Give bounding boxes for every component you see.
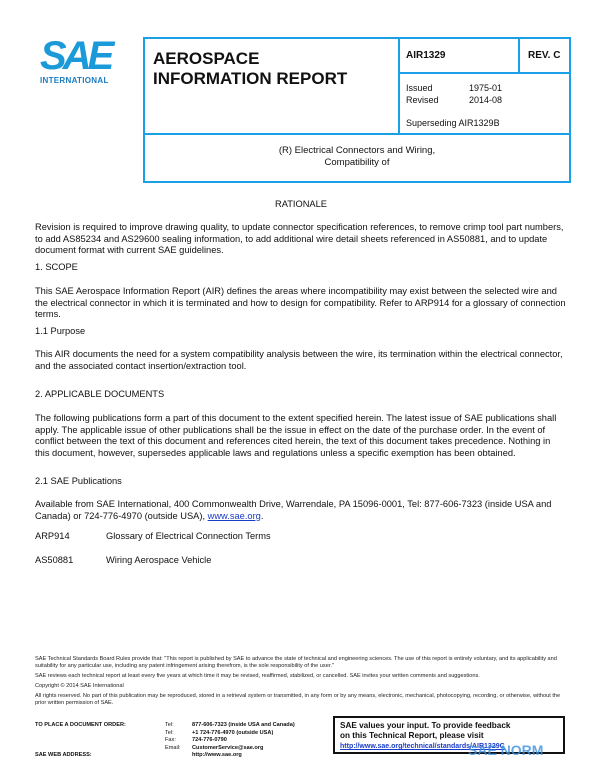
issued-date: 1975-01 xyxy=(469,83,503,93)
footer-notices xyxy=(35,656,567,710)
rationale-heading: RATIONALE xyxy=(274,199,327,209)
footer-copyright: Copyright © 2014 SAE International xyxy=(35,683,124,689)
sae-pubs-body: Available from SAE International, 400 Commonwealth Drive, Warrendale, PA 15096-0001, Tel: 877-606-7323 (inside USA and Canada) or 724-776-4970 (outside USA), xyxy=(35,499,552,521)
dates-cell xyxy=(400,74,569,135)
order-label: TO PLACE A DOCUMENT ORDER: xyxy=(35,722,126,728)
sae-pubs-heading: 2.1 SAE Publications xyxy=(35,476,122,486)
subject-line-2: Compatibility of xyxy=(324,157,390,168)
scope-heading: 1. SCOPE xyxy=(35,262,78,272)
issued-label: Issued xyxy=(406,83,433,93)
order-info xyxy=(35,722,295,760)
purpose-heading: 1.1 Purpose xyxy=(35,326,86,336)
ref-id: AS50881 xyxy=(35,555,74,565)
tel-label: Tel: xyxy=(165,722,174,728)
feedback-line-1: SAE values your input. To provide feedback xyxy=(340,721,511,730)
period: . xyxy=(260,510,264,521)
revised-label: Revised xyxy=(406,95,439,105)
footer-rules: SAE Technical Standards Board Rules provide that: "This report is published by SAE to advance the state of technical and engineering sciences. The use of this report is entirely voluntary, and its applicability and suitability for any particular use, including any patent infringement arising therefrom, is the sole responsibility of the user." xyxy=(35,656,557,669)
tel-2: +1 724-776-4970 (outside USA) xyxy=(192,729,274,736)
web-address: http://www.sae.org xyxy=(192,752,242,758)
revision: REV. C xyxy=(520,39,569,74)
footer-review: SAE reviews each technical report at least every five years at which time it may be revised, reaffirmed, stabilized, or cancelled. SAE invites your written comments and suggestions. xyxy=(35,673,480,679)
ref-title: Wiring Aerospace Vehicle xyxy=(106,555,212,565)
title-line-1: AEROSPACE xyxy=(153,49,260,68)
sae-pubs-text xyxy=(35,499,567,522)
logo-mark: SAE xyxy=(40,34,111,78)
title-line-2: INFORMATION REPORT xyxy=(153,69,348,88)
doc-number: AIR1329 xyxy=(400,39,520,74)
fax-label: Fax: xyxy=(165,737,176,743)
footer-rights: All rights reserved. No part of this publication may be reproduced, stored in a retrieval system or transmitted, in any form or by any means, electronic, mechanical, photocopying, recording, or otherwise, without the prior written permission of SAE. xyxy=(35,693,561,706)
email: CustomerService@sae.org xyxy=(192,744,264,751)
sae-website-link[interactable]: www.sae.org xyxy=(207,510,261,521)
fax: 724-776-0790 xyxy=(192,737,227,743)
ref-title: Glossary of Electrical Connection Terms xyxy=(106,531,271,541)
reference-row xyxy=(35,555,567,567)
web-label: SAE WEB ADDRESS: xyxy=(35,752,92,758)
scope-text: This SAE Aerospace Information Report (AIR) defines the areas where incompatibility may exist between the selected wire and the electrical connector in which it is terminated and how to design for compatibility. Refer to ARP914 for a glossary of connection terms. xyxy=(35,286,566,320)
purpose-text: This AIR documents the need for a system compatibility analysis between the wire, its termination within the electrical connector, and the associated contact insertion/extraction tool. xyxy=(35,349,563,371)
revised-date: 2014-08 xyxy=(469,95,503,105)
subject-line-1: (R) Electrical Connectors and Wiring, xyxy=(278,145,436,156)
logo-text: INTERNATIONAL xyxy=(40,76,109,85)
subject xyxy=(145,135,569,181)
ref-id: ARP914 xyxy=(35,531,70,541)
superseding: Superseding AIR1329B xyxy=(406,118,500,128)
email-label: Email: xyxy=(165,744,181,751)
feedback-line-2: on this Technical Report, please visit xyxy=(340,731,484,740)
rationale-text: Revision is required to improve drawing quality, to update connector specification references, to remove crimp tool part numbers, to add AS85234 and AS29600 sealing information, to add additional wire detail sheets referenced in AS50881, and to update document format with current SAE guidelines. xyxy=(35,222,564,256)
doc-type-title xyxy=(145,39,400,135)
reference-row xyxy=(35,531,567,543)
sae-logo xyxy=(40,36,120,85)
header-box xyxy=(143,37,571,183)
tel-1: 877-606-7323 (inside USA and Canada) xyxy=(192,722,295,728)
applicable-heading: 2. APPLICABLE DOCUMENTS xyxy=(35,389,165,399)
feedback-link[interactable]: http://www.sae.org/technical/standards/AIR1329C xyxy=(340,743,505,750)
tel-label: Tel: xyxy=(165,729,174,736)
applicable-text: The following publications form a part of this document to the extent specified herein. The latest issue of SAE publications shall apply. The applicable issue of other publications shall be the issue in effect on the date of the purchase order. In the event of conflict between the text of this document and references cited herein, the text of this document takes precedence. Nothing in this document, however, supersedes applicable laws and regulations unless a specific exemption has been obtained. xyxy=(35,413,557,458)
watermark: SAE NORM xyxy=(468,742,544,758)
